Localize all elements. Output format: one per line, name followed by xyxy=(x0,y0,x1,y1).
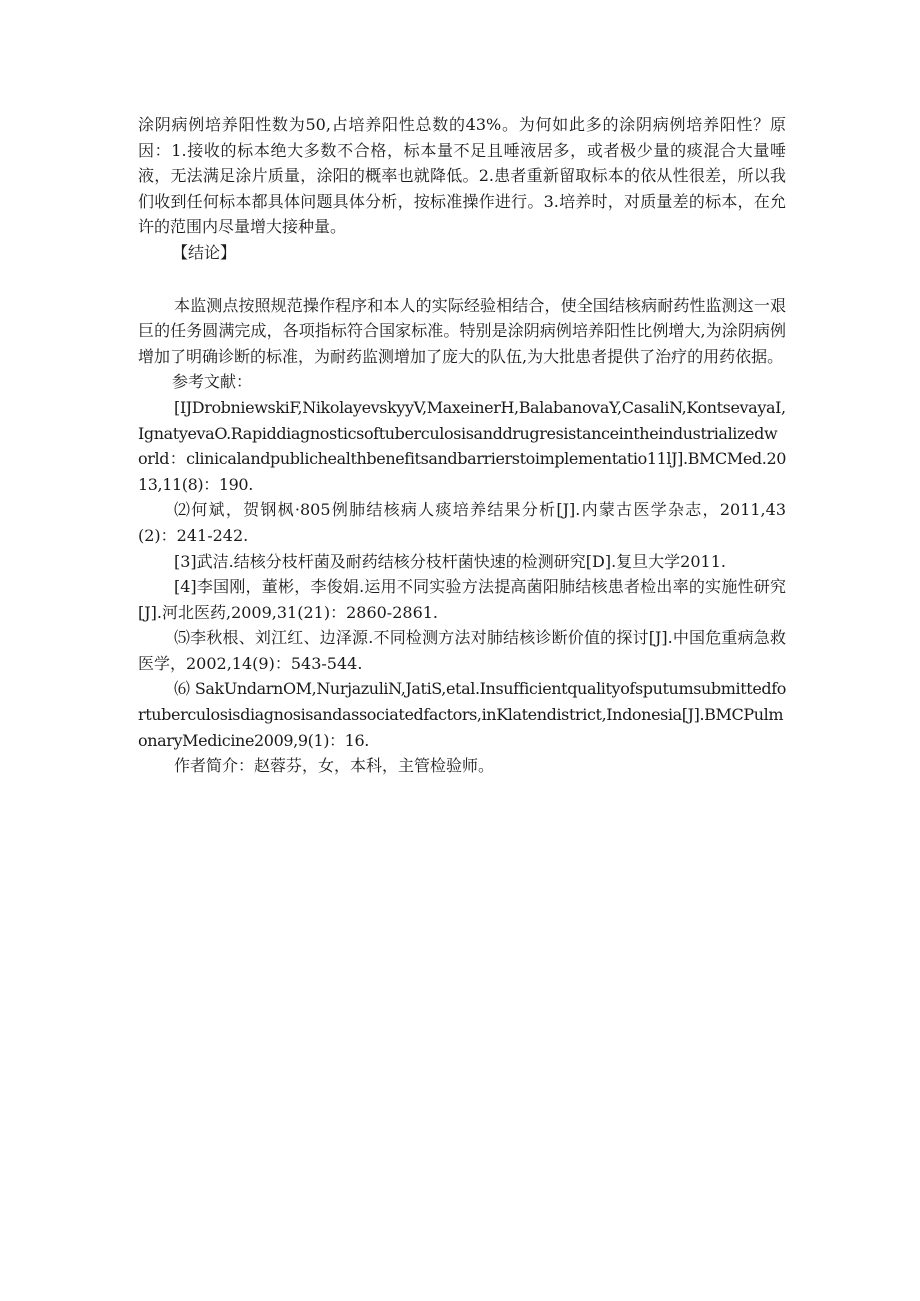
reference-item-3: [3]武洁.结核分枝杆菌及耐药结核分枝杆菌快速的检测研究[D].复旦大学2011. xyxy=(174,551,726,571)
reference-item-2: ⑵何斌，贺钢枫·805例肺结核病人痰培养结果分析[J].内蒙古医学杂志，2011,43(2)：241-242. xyxy=(138,500,786,545)
author-bio: 作者简介：赵蓉芬，女，本科，主管检验师。 xyxy=(174,756,495,776)
conclusion-paragraph: 本监测点按照规范操作程序和本人的实际经验相结合，使全国结核病耐药性监测这一艰巨的任务圆满完成，各项指标符合国家标准。特别是涂阴病例培养阳性比例增大,为涂阴病例增加了明确诊断的标准，为耐药监测增加了庞大的队伍,为大批患者提供了治疗的用药依据。 xyxy=(138,295,786,366)
conclusion-heading: 【结论】 xyxy=(172,242,237,262)
reference-item-4: [4]李国刚，董彬，李俊娟.运用不同实验方法提高菌阳肺结核患者检出率的实施性研究[J].河北医药,2009,31(21)：2860-2861. xyxy=(138,577,786,622)
reference-item-1: [IJDrobniewskiF,NikolayevskyyV,MaxeinerH,BalabanovaY,CasaliN,KontsevayaI,IgnatyevaO.Rapiddiagnosticsoftuberculosisanddrugresistanceintheindustrializedworld：clinicalandpublichealthbenefitsandbarrierstoimplementatio11lJ].BMCMed.2013,11(8)：190. xyxy=(138,397,786,494)
body-paragraph: 涂阴病例培养阳性数为50,占培养阳性总数的43%。为何如此多的涂阴病例培养阳性？原因：1.接收的标本绝大多数不合格，标本量不足且唾液居多，或者极少量的痰混合大量唾液，无法满足涂片质量，涂阳的概率也就降低。2.患者重新留取标本的依从性很差，所以我们收到任何标本都具体问题具体分析，按标准操作进行。3.培养时，对质量差的标本，在允许的范围内尽量增大接种量。 xyxy=(138,115,786,237)
document-page xyxy=(138,112,786,779)
reference-item-6: ⑹SakUndarnOM,NurjazuliN,JatiS,etal.Insufficientqualityofsputumsubmittedfortuberculosisdiagnosisandassociatedfactors,inKlatendistrict,Indonesia[J].BMCPulmonaryMedicine2009,9(1)：16. xyxy=(138,679,786,750)
reference-item-5: ⑸李秋根、刘江红、边泽源.不同检测方法对肺结核诊断价值的探讨[J].中国危重病急救医学，2002,14(9)：543-544. xyxy=(138,628,786,673)
reference-list xyxy=(138,395,786,753)
references-heading: 参考文献： xyxy=(172,372,253,392)
